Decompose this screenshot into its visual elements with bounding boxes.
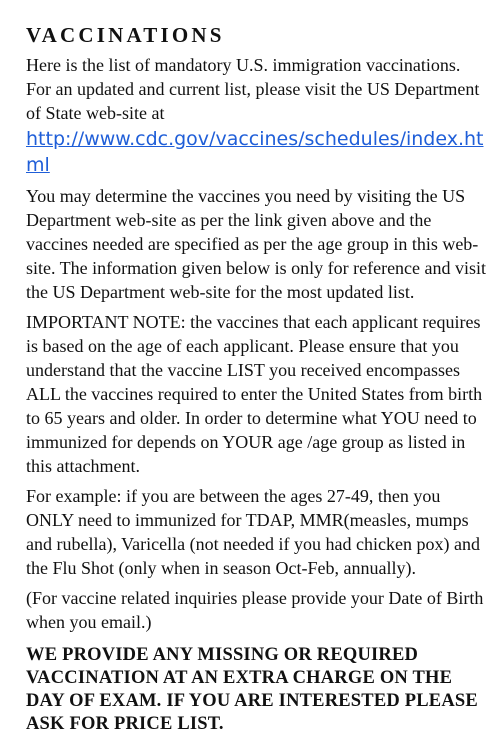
cdc-link[interactable]: http://www.cdc.gov/vaccines/schedules/index.html [26, 128, 484, 177]
info-paragraph: You may determine the vaccines you need by visiting the US Department web-site as per the link given above and the vaccines needed are specified as per the age group in this web-site. The information given below is only for reference and visit the US Department web-site for the most updated list. [26, 186, 487, 303]
page-title: VACCINATIONS [26, 23, 225, 47]
example-paragraph: For example: if you are between the ages 27-49, then you ONLY need to immunized for TDAP, MMR(measles, mumps and rubella), Varicella (not needed if you had chicken pox) and the Flu Shot (only when in season Oct-Feb, annually). [26, 486, 480, 579]
intro-paragraph [26, 53, 488, 178]
intro-text: Here is the list of mandatory U.S. immigration vaccinations. For an updated and current list, please visit the US Department of State web-site at [26, 55, 480, 124]
inquiry-paragraph: (For vaccine related inquiries please provide your Date of Birth when you email.) [26, 588, 484, 633]
important-note-paragraph: IMPORTANT NOTE: the vaccines that each applicant requires is based on the age of each applicant. Please ensure that you understand that the vaccine LIST you received encompasses ALL the vaccines required to enter the United States from birth to 65 years and older. In order to determine what YOU need to immunized for depends on YOUR age /age group as listed in this attachment. [26, 312, 483, 477]
notice-text: WE PROVIDE ANY MISSING OR REQUIRED VACCINATION AT AN EXTRA CHARGE ON THE DAY OF EXAM. IF YOU ARE INTERESTED PLEASE ASK FOR PRICE LIST. [26, 645, 478, 735]
